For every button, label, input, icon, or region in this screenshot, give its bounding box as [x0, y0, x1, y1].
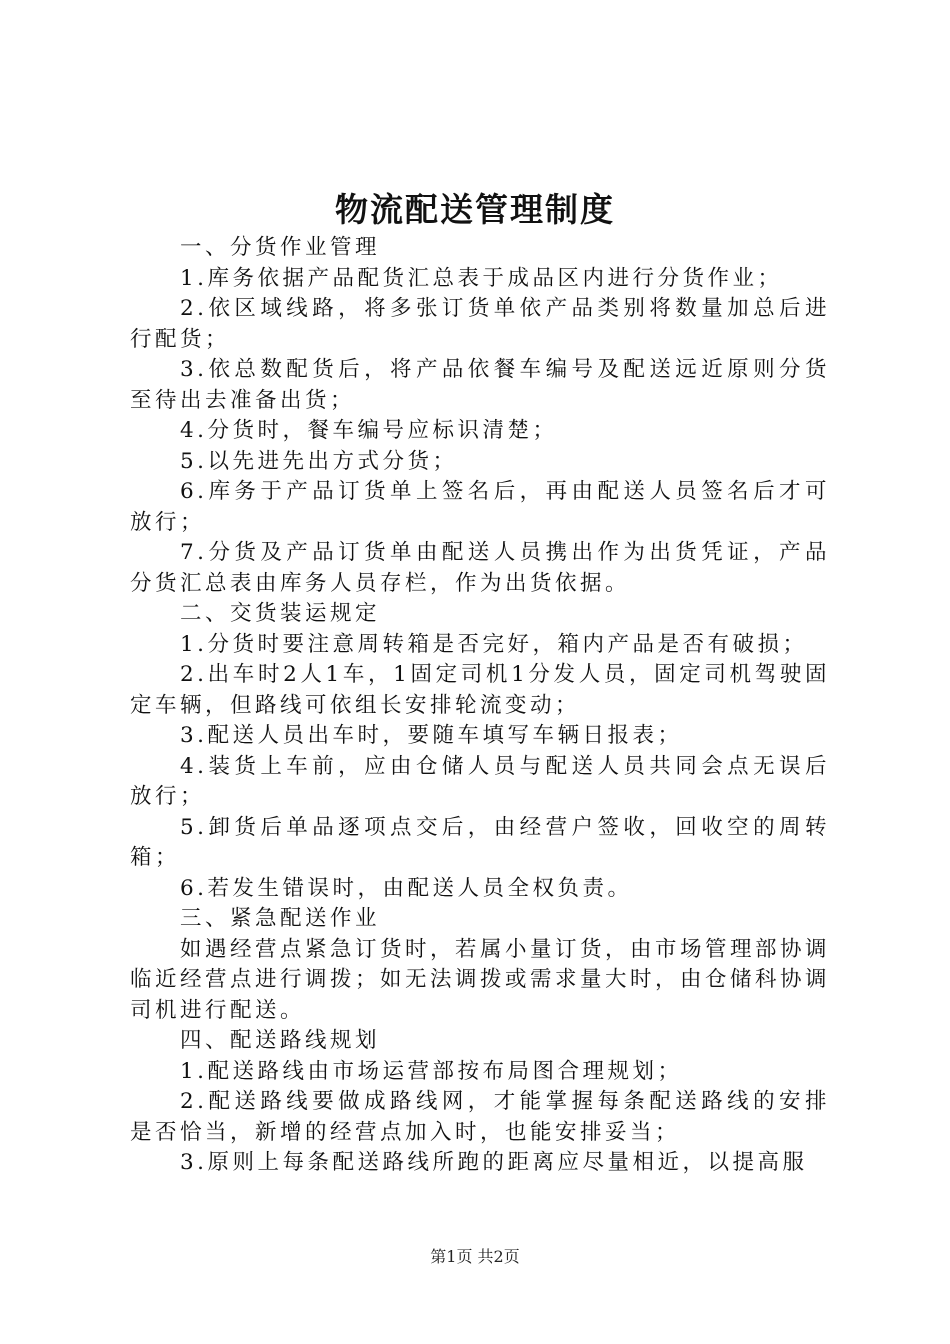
paragraph: 1.配送路线由市场运营部按布局图合理规划； [180, 1058, 683, 1084]
paragraph: 5.卸货后单品逐项点交后，由经营户签收，回收空的周转箱； [130, 814, 830, 870]
paragraph: 4.分货时，餐车编号应标识清楚； [180, 418, 558, 443]
paragraph: 6.库务于产品订货单上签名后，再由配送人员签名后才可放行； [130, 479, 830, 535]
section-heading: 四、配送路线规划 [180, 1028, 381, 1053]
paragraph: 7.分货及产品订货单由配送人员携出作为出货凭证，产品分货汇总表由库务人员存栏，作为出货依据。 [130, 540, 830, 596]
page-footer: 第1页 共2页 [430, 1247, 520, 1266]
paragraph: 3.配送人员出车时，要随车填写车辆日报表； [180, 723, 683, 748]
document-body [130, 233, 830, 1179]
paragraph: 2.依区域线路，将多张订货单依产品类别将数量加总后进行配货； [130, 296, 830, 352]
section-heading: 一、分货作业管理 [180, 235, 381, 260]
paragraph: 如遇经营点紧急订货时，若属小量订货，由市场管理部协调临近经营点进行调拨；如无法调拨或需求量大时，由仓储科协调司机进行配送。 [130, 936, 831, 1023]
paragraph: 1.库务依据产品配货汇总表于成品区内进行分货作业； [180, 265, 783, 291]
section-heading: 二、交货装运规定 [180, 601, 381, 626]
paragraph: 3.依总数配货后，将产品依餐车编号及配送远近原则分货至待出去准备出货； [130, 357, 830, 413]
paragraph: 1.分货时要注意周转箱是否完好，箱内产品是否有破损； [180, 631, 808, 657]
paragraph: 5.以先进先出方式分货； [180, 448, 458, 474]
document-title: 物流配送管理制度 [335, 190, 615, 229]
paragraph: 4.装货上车前，应由仓储人员与配送人员共同会点无误后放行； [130, 753, 830, 809]
section-heading: 三、紧急配送作业 [180, 906, 381, 931]
paragraph: 2.配送路线要做成路线网，才能掌握每条配送路线的安排是否恰当，新增的经营点加入时，也能安排妥当； [130, 1089, 830, 1145]
paragraph: 2.出车时2人1车，1固定司机1分发人员，固定司机驾驶固定车辆，但路线可依组长安排轮流变动； [130, 662, 830, 718]
paragraph: 6.若发生错误时，由配送人员全权负责。 [180, 875, 633, 901]
paragraph: 3.原则上每条配送路线所跑的距离应尽量相近，以提高服 [180, 1150, 808, 1175]
